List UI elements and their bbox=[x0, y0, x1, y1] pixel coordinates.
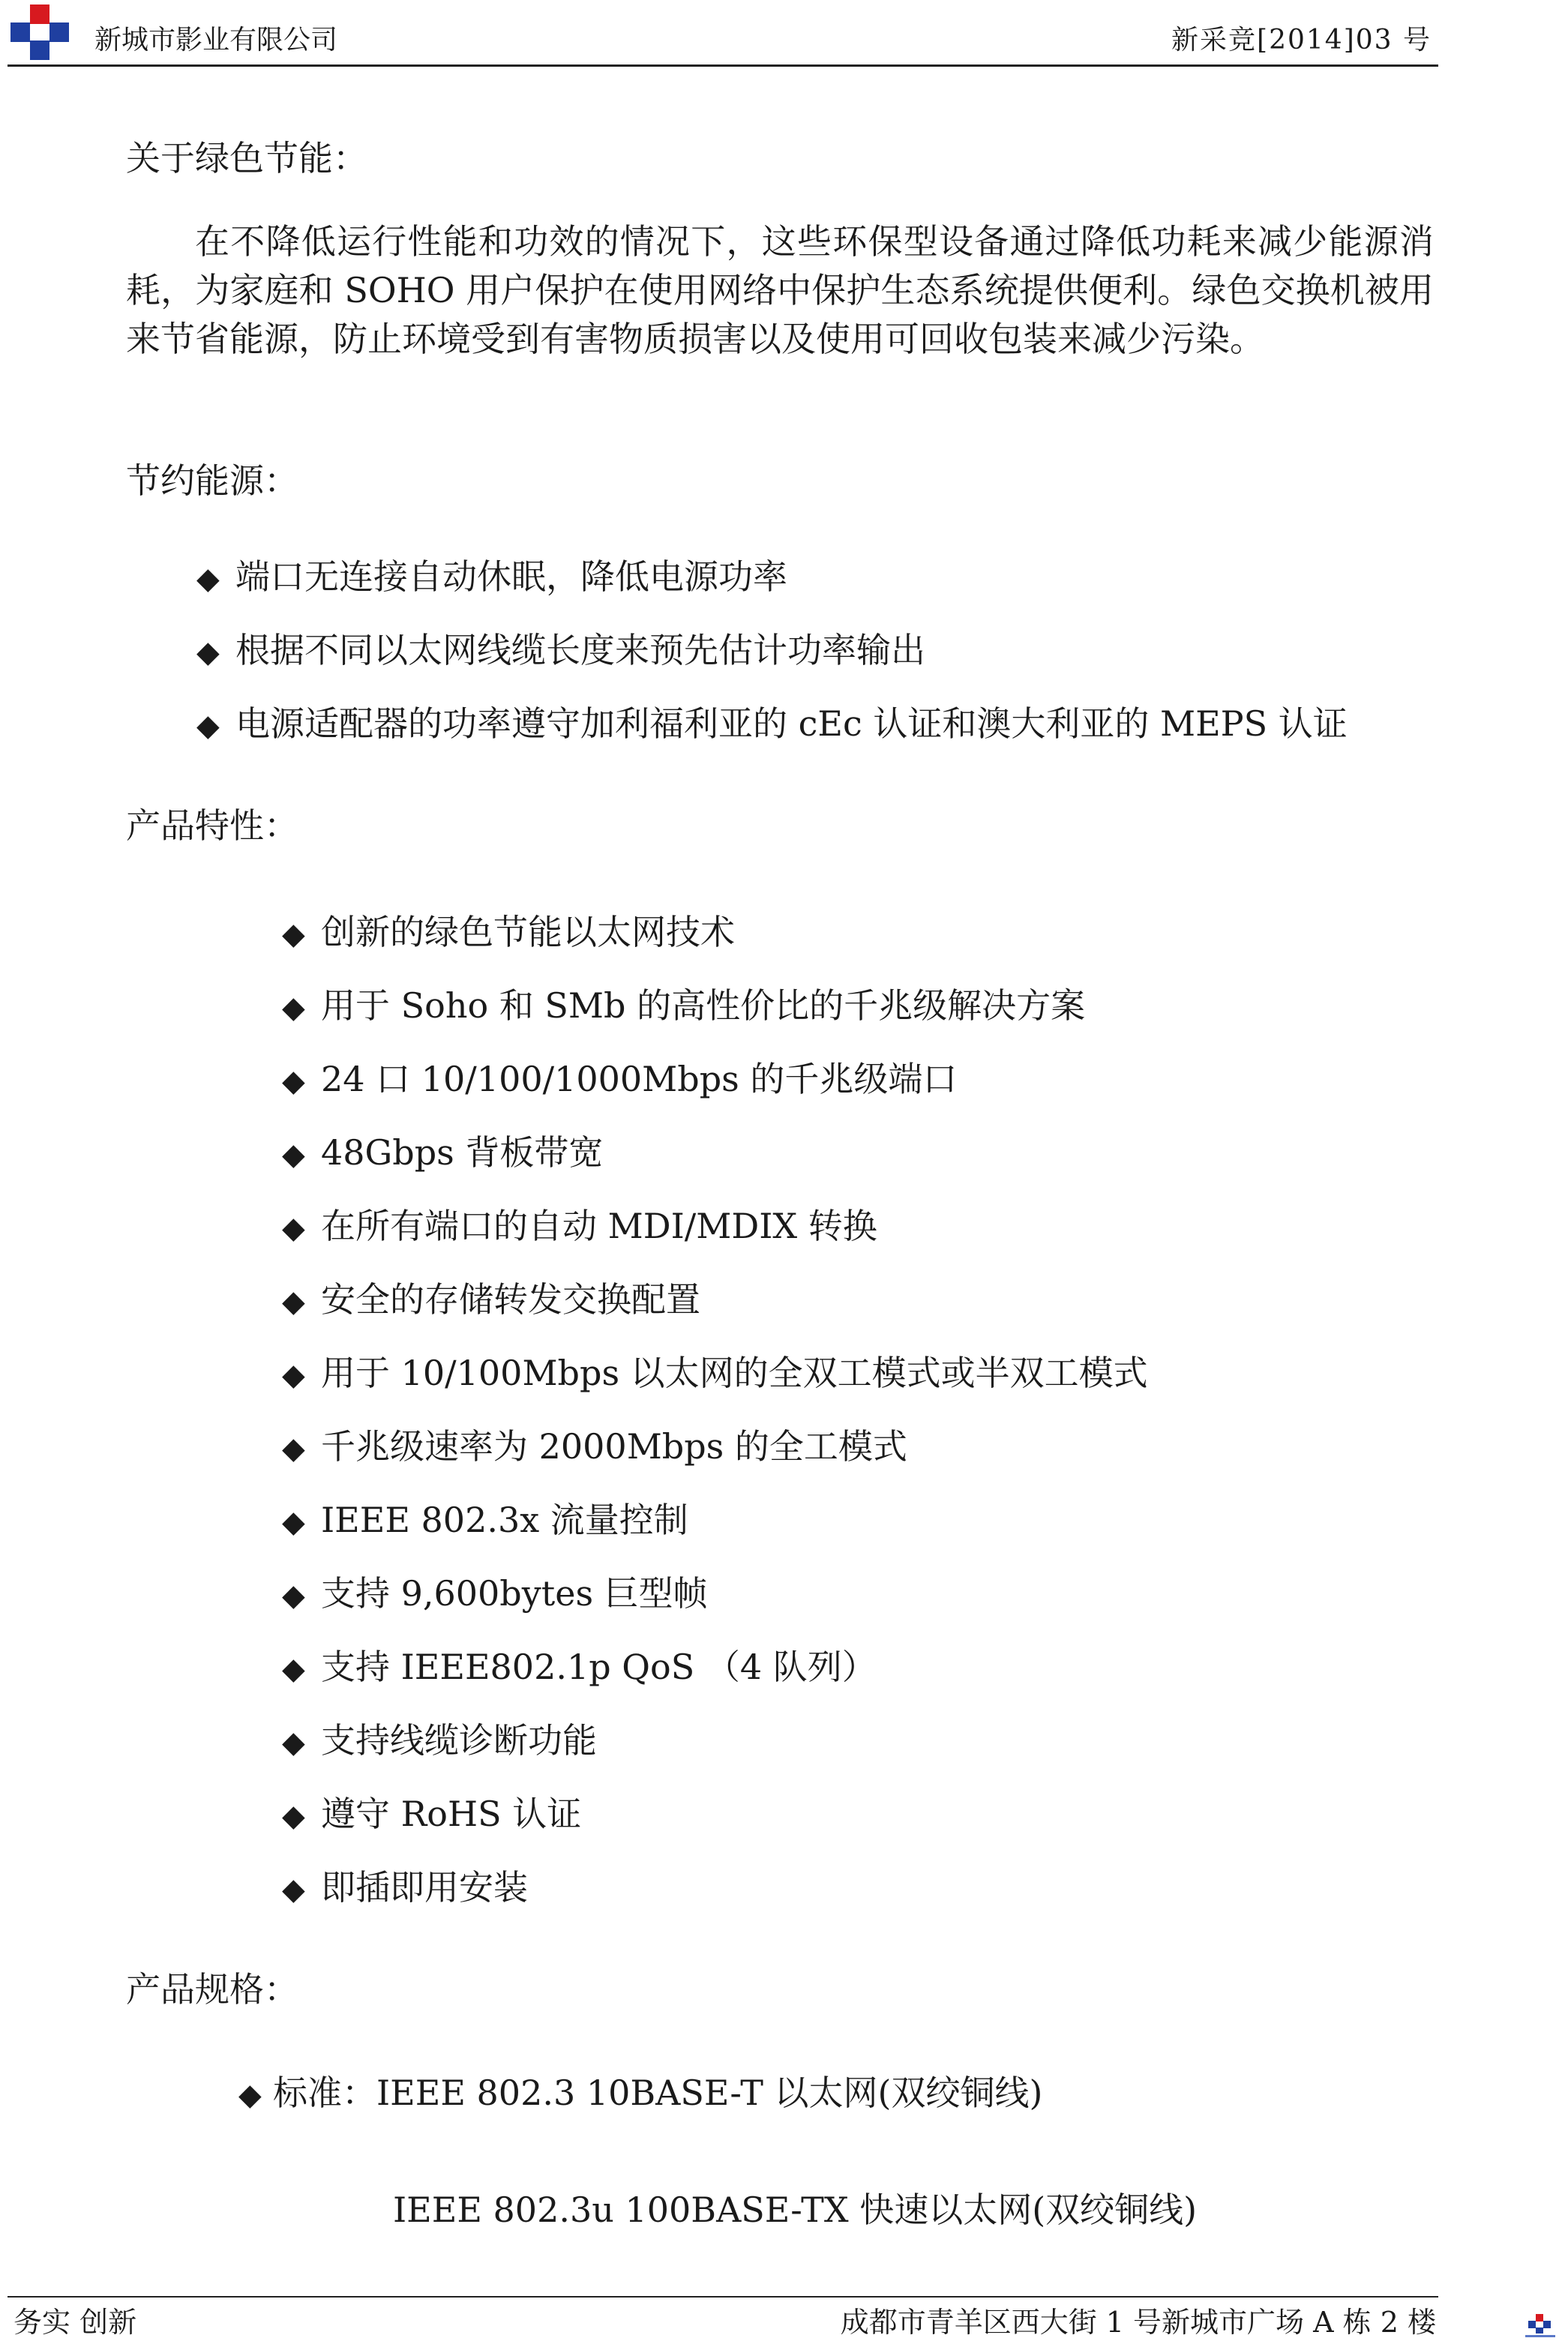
feature-item bbox=[282, 1569, 708, 1620]
feature-item bbox=[282, 1716, 597, 1767]
diamond-bullet-icon: ◆ bbox=[282, 1799, 305, 1833]
feature-item bbox=[282, 981, 1085, 1033]
diamond-bullet-icon: ◆ bbox=[282, 1358, 305, 1392]
diamond-bullet-icon: ◆ bbox=[282, 1138, 305, 1172]
diamond-bullet-icon: ◆ bbox=[196, 709, 220, 743]
header-document-number: 新采竞[2014]03 号 bbox=[1171, 25, 1432, 55]
diamond-bullet-icon: ◆ bbox=[282, 1872, 305, 1907]
diamond-bullet-icon: ◆ bbox=[282, 1431, 305, 1466]
feature-item-text: IEEE 802.3x 流量控制 bbox=[321, 1500, 688, 1540]
diamond-bullet-icon: ◆ bbox=[238, 2078, 262, 2112]
feature-item-text: 支持 IEEE802.1p QoS （4 队列） bbox=[321, 1647, 877, 1687]
feature-item bbox=[282, 1642, 877, 1694]
features-heading: 产品特性： bbox=[126, 805, 298, 846]
feature-item bbox=[282, 907, 735, 959]
diamond-bullet-icon: ◆ bbox=[282, 1652, 305, 1686]
spec-line-2: IEEE 802.3u 100BASE-TX 快速以太网(双绞铜线) bbox=[393, 2190, 1198, 2230]
footer-address: 成都市青羊区西大街 1 号新城市广场 A 栋 2 楼 bbox=[840, 2306, 1436, 2339]
feature-item bbox=[282, 1863, 528, 1914]
company-logo-icon bbox=[10, 4, 69, 60]
feature-item bbox=[282, 1275, 700, 1326]
feature-item-text: 48Gbps 背板带宽 bbox=[321, 1132, 604, 1173]
feature-item bbox=[282, 1422, 907, 1473]
diamond-bullet-icon: ◆ bbox=[282, 1725, 305, 1760]
saving-item-text: 根据不同以太网线缆长度来预先估计功率输出 bbox=[235, 630, 925, 670]
feature-item-text: 支持线缆诊断功能 bbox=[321, 1720, 597, 1761]
feature-item bbox=[282, 1348, 1148, 1400]
saving-item bbox=[196, 552, 787, 604]
diamond-bullet-icon: ◆ bbox=[282, 917, 305, 952]
feature-item-text: 即插即用安装 bbox=[321, 1867, 528, 1908]
diamond-bullet-icon: ◆ bbox=[282, 1505, 305, 1539]
feature-item-text: 创新的绿色节能以太网技术 bbox=[321, 912, 735, 952]
diamond-bullet-icon: ◆ bbox=[282, 1284, 305, 1319]
feature-item bbox=[282, 1201, 877, 1253]
footer-motto: 务实 创新 bbox=[13, 2306, 137, 2339]
feature-item-text: 在所有端口的自动 MDI/MDIX 转换 bbox=[321, 1206, 877, 1246]
green-heading: 关于绿色节能： bbox=[126, 138, 367, 178]
specs-heading: 产品规格： bbox=[126, 1969, 298, 2010]
feature-item-text: 千兆级速率为 2000Mbps 的全工模式 bbox=[321, 1426, 907, 1467]
spec-standard-line bbox=[238, 2068, 1042, 2120]
feature-item-text: 用于 Soho 和 SMb 的高性价比的千兆级解决方案 bbox=[321, 985, 1086, 1026]
green-paragraph: 在不降低运行性能和功效的情况下，这些环保型设备通过降低功耗来减少能源消耗，为家庭和 SOHO 用户保护在使用网络中保护生态系统提供便利。绿色交换机被用来节省能源，防止环境受到有害物质损害以及使用可回收包装来减少污染。 bbox=[126, 221, 1434, 359]
feature-item-text: 支持 9,600bytes 巨型帧 bbox=[321, 1573, 708, 1614]
diamond-bullet-icon: ◆ bbox=[282, 1211, 305, 1245]
saving-item-text: 端口无连接自动休眠，降低电源功率 bbox=[235, 556, 787, 597]
feature-item-text: 安全的存储转发交换配置 bbox=[321, 1279, 700, 1320]
diamond-bullet-icon: ◆ bbox=[282, 1578, 305, 1613]
diamond-bullet-icon: ◆ bbox=[196, 635, 220, 670]
feature-item bbox=[282, 1495, 688, 1547]
diamond-bullet-icon: ◆ bbox=[282, 991, 305, 1025]
spec-standard-text: 标准：IEEE 802.3 10BASE-T 以太网(双绞铜线) bbox=[273, 2073, 1043, 2113]
feature-item bbox=[282, 1128, 603, 1179]
saving-heading: 节约能源： bbox=[126, 460, 298, 501]
header-company-name: 新城市影业有限公司 bbox=[94, 25, 338, 55]
feature-item-text: 用于 10/100Mbps 以太网的全双工模式或半双工模式 bbox=[321, 1353, 1148, 1393]
feature-item-text: 遵守 RoHS 认证 bbox=[321, 1794, 582, 1834]
watermark-logo-icon bbox=[1522, 2313, 1558, 2340]
saving-item bbox=[196, 699, 1348, 751]
diamond-bullet-icon: ◆ bbox=[196, 562, 220, 596]
saving-item bbox=[196, 625, 925, 677]
feature-item bbox=[282, 1789, 581, 1841]
footer-divider bbox=[7, 2296, 1438, 2298]
header-divider bbox=[7, 64, 1438, 67]
saving-item-text: 电源适配器的功率遵守加利福利亚的 cEc 认证和澳大利亚的 MEPS 认证 bbox=[235, 703, 1348, 744]
diamond-bullet-icon: ◆ bbox=[282, 1064, 305, 1099]
feature-item-text: 24 口 10/100/1000Mbps 的千兆级端口 bbox=[321, 1059, 958, 1099]
feature-item bbox=[282, 1054, 957, 1106]
